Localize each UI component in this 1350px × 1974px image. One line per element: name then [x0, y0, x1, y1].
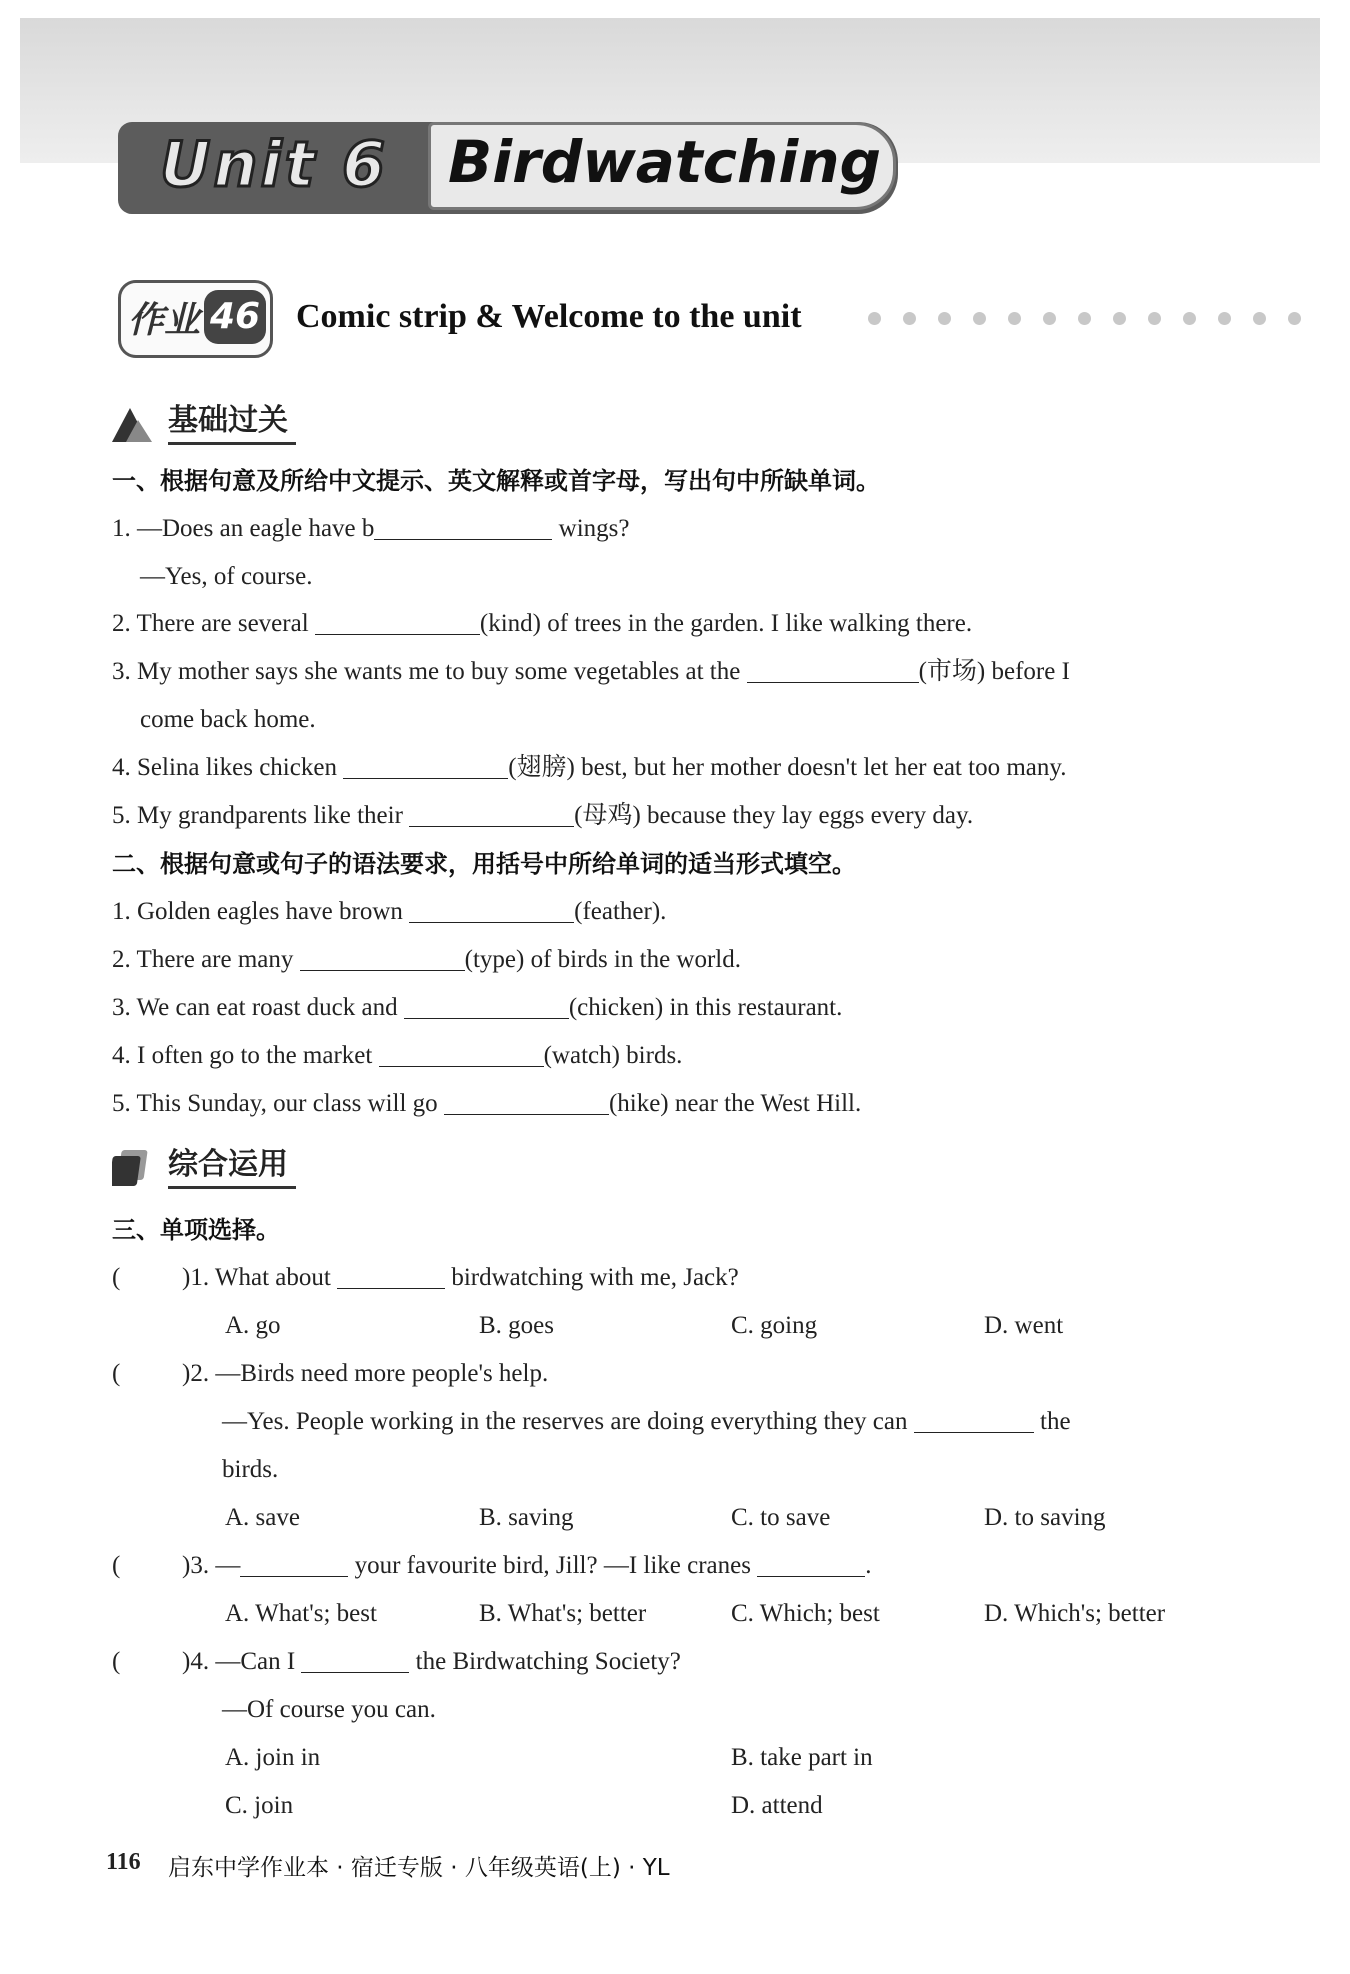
- answer-blank[interactable]: [409, 802, 574, 827]
- answer-blank[interactable]: [300, 946, 465, 971]
- part1-instruction: 一、根据句意及所给中文提示、英文解释或首字母，写出句中所缺单词。: [112, 467, 880, 495]
- part2-question-3: 3. We can eat roast duck and (chicken) in this restaurant.: [112, 994, 843, 1021]
- part1-question-1a: 1. —Does an eagle have b wings?: [112, 515, 630, 542]
- part3-q3-option-a[interactable]: A. What's; best: [225, 1600, 377, 1627]
- part1-question-2: 2. There are several (kind) of trees in the garden. I like walking there.: [112, 610, 973, 637]
- answer-blank[interactable]: [301, 1648, 409, 1673]
- part3-answer-paren-2[interactable]: (: [112, 1360, 121, 1387]
- part3-question-2-line2: —Yes. People working in the reserves are doing everything they can the: [222, 1408, 1071, 1435]
- part3-instruction: 三、单项选择。: [112, 1216, 280, 1244]
- answer-blank[interactable]: [409, 898, 574, 923]
- part3-q3-option-c[interactable]: C. Which; best: [731, 1600, 880, 1627]
- part2-question-5: 5. This Sunday, our class will go (hike) near the West Hill.: [112, 1090, 862, 1117]
- answer-blank[interactable]: [404, 994, 569, 1019]
- answer-blank[interactable]: [747, 658, 919, 683]
- decorative-dots: [868, 312, 1323, 330]
- part3-q3-option-b[interactable]: B. What's; better: [479, 1600, 647, 1627]
- part2-instruction: 二、根据句意或句子的语法要求，用括号中所给单词的适当形式填空。: [112, 850, 856, 878]
- lesson-title: Comic strip & Welcome to the unit: [296, 298, 802, 335]
- homework-badge-number: 46: [204, 290, 266, 344]
- part1-question-1b: —Yes, of course.: [140, 563, 313, 590]
- part3-question-2: )2. —Birds need more people's help.: [182, 1360, 549, 1387]
- part3-question-4-line2: —Of course you can.: [222, 1696, 436, 1723]
- answer-blank[interactable]: [374, 515, 552, 540]
- part1-question-5: 5. My grandparents like their (母鸡) because they lay eggs every day.: [112, 802, 974, 829]
- part2-question-1: 1. Golden eagles have brown (feather).: [112, 898, 667, 925]
- part3-q1-option-b[interactable]: B. goes: [479, 1312, 554, 1339]
- part1-question-4: 4. Selina likes chicken (翅膀) best, but her mother doesn't let her eat too many.: [112, 754, 1067, 781]
- part1-question-3-line2: come back home.: [140, 706, 316, 733]
- part3-question-4: )4. —Can I the Birdwatching Society?: [182, 1648, 681, 1675]
- part3-question-2-line3: birds.: [222, 1456, 279, 1483]
- book-stack-icon: [112, 1148, 152, 1186]
- part3-q4-option-c[interactable]: C. join: [225, 1792, 294, 1819]
- part3-q4-option-d[interactable]: D. attend: [731, 1792, 823, 1819]
- answer-blank[interactable]: [315, 610, 480, 635]
- part2-question-2: 2. There are many (type) of birds in the world.: [112, 946, 741, 973]
- part3-q2-option-a[interactable]: A. save: [225, 1504, 300, 1531]
- section-basic-header: [112, 402, 332, 446]
- part3-q1-option-c[interactable]: C. going: [731, 1312, 818, 1339]
- section-comprehensive-title: 综合运用: [168, 1146, 296, 1189]
- homework-badge-label: 作业: [128, 300, 201, 341]
- answer-blank[interactable]: [337, 1264, 445, 1289]
- part3-q2-option-b[interactable]: B. saving: [479, 1504, 574, 1531]
- part3-q1-option-a[interactable]: A. go: [225, 1312, 281, 1339]
- part2-question-4: 4. I often go to the market (watch) birds.: [112, 1042, 683, 1069]
- part3-answer-paren-1[interactable]: (: [112, 1264, 121, 1291]
- answer-blank[interactable]: [240, 1552, 348, 1577]
- part3-q3-option-d[interactable]: D. Which's; better: [984, 1600, 1166, 1627]
- part3-q2-option-c[interactable]: C. to save: [731, 1504, 831, 1531]
- part3-q4-option-b[interactable]: B. take part in: [731, 1744, 873, 1771]
- section-comprehensive-header: [112, 1146, 332, 1190]
- answer-blank[interactable]: [757, 1552, 865, 1577]
- page-number: 116: [106, 1849, 141, 1875]
- answer-blank[interactable]: [343, 754, 508, 779]
- part3-q2-option-d[interactable]: D. to saving: [984, 1504, 1106, 1531]
- part3-answer-paren-3[interactable]: (: [112, 1552, 121, 1579]
- answer-blank[interactable]: [379, 1042, 544, 1067]
- mountain-icon: [112, 404, 152, 442]
- part3-q1-option-d[interactable]: D. went: [984, 1312, 1064, 1339]
- section-basic-title: 基础过关: [168, 402, 296, 445]
- part3-answer-paren-4[interactable]: (: [112, 1648, 121, 1675]
- book-title: 启东中学作业本 · 宿迁专版 · 八年级英语(上) · YL: [168, 1855, 670, 1881]
- answer-blank[interactable]: [444, 1090, 609, 1115]
- part3-q4-option-a[interactable]: A. join in: [225, 1744, 321, 1771]
- part3-question-3: )3. — your favourite bird, Jill? —I like cranes .: [182, 1552, 872, 1579]
- part1-question-3: 3. My mother says she wants me to buy some vegetables at the (市场) before I: [112, 658, 1070, 685]
- unit-title: Birdwatching: [448, 128, 882, 196]
- answer-blank[interactable]: [914, 1408, 1034, 1433]
- unit-label: Unit 6: [160, 128, 389, 201]
- part3-question-1: )1. What about birdwatching with me, Jack?: [182, 1264, 739, 1291]
